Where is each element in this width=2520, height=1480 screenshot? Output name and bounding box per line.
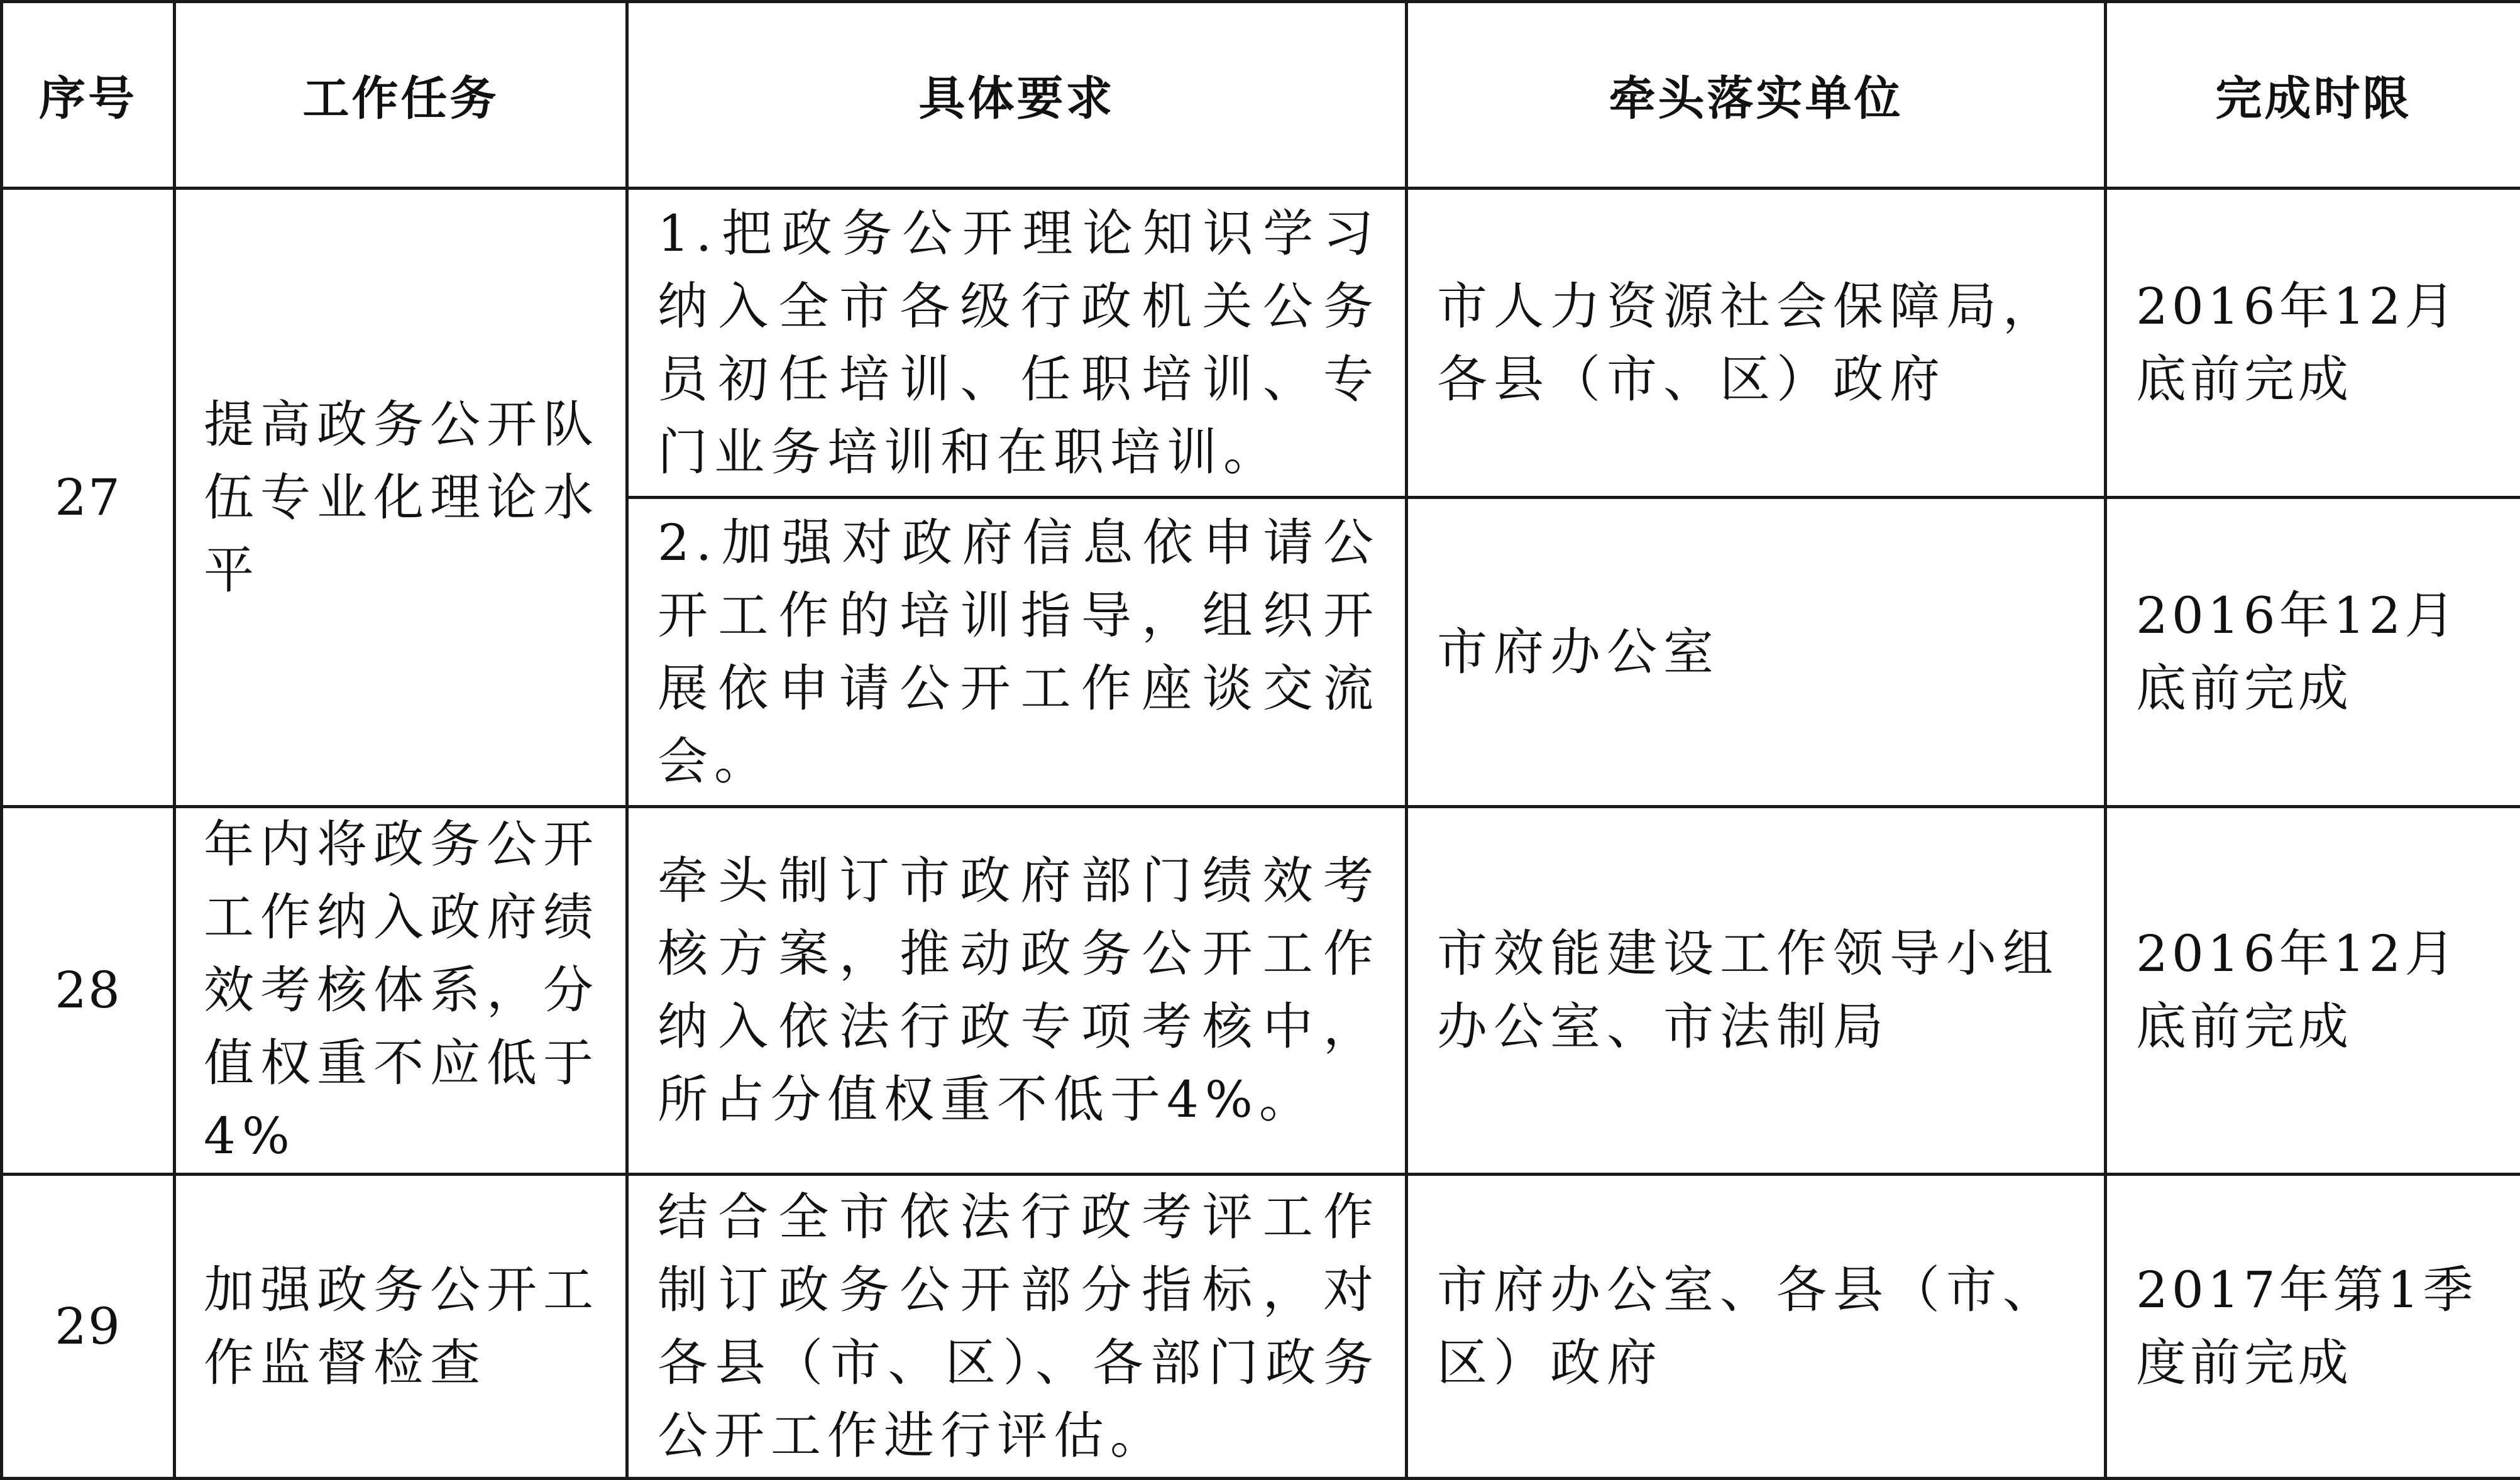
table-row bbox=[2, 189, 2520, 498]
unit-cell: 市人力资源社会保障局，各县（市、区）政府 bbox=[1407, 189, 2106, 498]
table-row bbox=[2, 1175, 2520, 1479]
row-number: 29 bbox=[2, 1175, 175, 1479]
deadline-cell: 2016年12月底前完成 bbox=[2106, 498, 2520, 807]
task-cell: 提高政务公开队伍专业化理论水平 bbox=[175, 189, 627, 807]
row-number: 28 bbox=[2, 807, 175, 1175]
requirement-cell: 牵头制订市政府部门绩效考核方案，推动政务公开工作纳入依法行政专项考核中，所占分值权重不低于4%。 bbox=[627, 807, 1407, 1175]
unit-cell: 市府办公室 bbox=[1407, 498, 2106, 807]
deadline-cell: 2017年第1季度前完成 bbox=[2106, 1175, 2520, 1479]
unit-cell: 市府办公室、各县（市、区）政府 bbox=[1407, 1175, 2106, 1479]
header-row bbox=[2, 2, 2520, 189]
header-task: 工作任务 bbox=[175, 2, 627, 189]
unit-cell: 市效能建设工作领导小组办公室、市法制局 bbox=[1407, 807, 2106, 1175]
requirement-cell: 1.把政务公开理论知识学习纳入全市各级行政机关公务员初任培训、任职培训、专门业务培训和在职培训。 bbox=[627, 189, 1407, 498]
header-no: 序号 bbox=[2, 2, 175, 189]
requirement-cell: 2.加强对政府信息依申请公开工作的培训指导，组织开展依申请公开工作座谈交流会。 bbox=[627, 498, 1407, 807]
deadline-cell: 2016年12月底前完成 bbox=[2106, 807, 2520, 1175]
deadline-cell: 2016年12月底前完成 bbox=[2106, 189, 2520, 498]
table-row bbox=[2, 807, 2520, 1175]
task-cell: 年内将政务公开工作纳入政府绩效考核体系，分值权重不应低于4% bbox=[175, 807, 627, 1175]
header-unit: 牵头落实单位 bbox=[1407, 2, 2106, 189]
header-deadline: 完成时限 bbox=[2106, 2, 2520, 189]
header-requirement: 具体要求 bbox=[627, 2, 1407, 189]
row-number: 27 bbox=[2, 189, 175, 807]
requirement-cell: 结合全市依法行政考评工作制订政务公开部分指标，对各县（市、区）、各部门政务公开工作进行评估。 bbox=[627, 1175, 1407, 1479]
task-cell: 加强政务公开工作监督检查 bbox=[175, 1175, 627, 1479]
